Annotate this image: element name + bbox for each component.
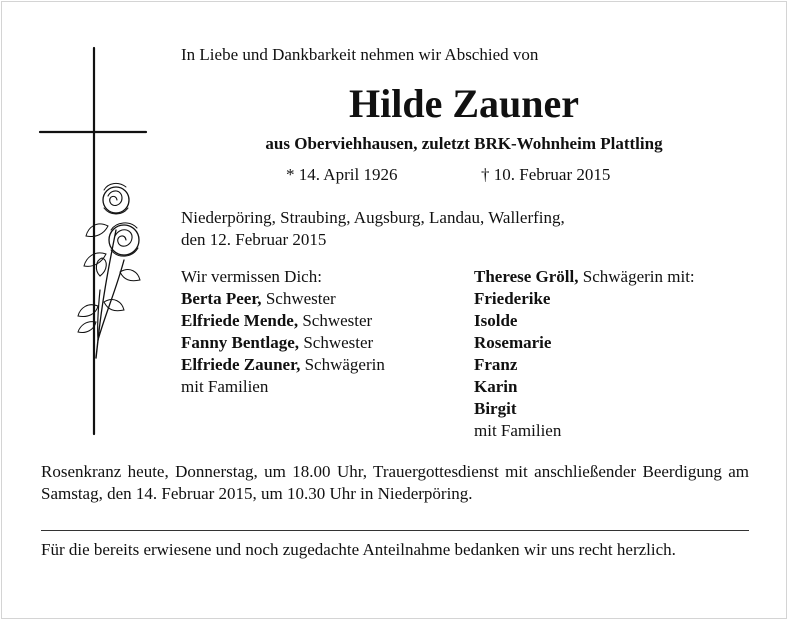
mourner-name: Elfriede Zauner,	[181, 355, 301, 374]
mourner-relation: Schwester	[261, 289, 336, 308]
cross-with-roses-icon	[38, 40, 150, 436]
child-name: Isolde	[474, 311, 518, 330]
mourner-name: Elfriede Mende,	[181, 311, 299, 330]
child-name: Franz	[474, 355, 518, 374]
mourner-name: Fanny Bentlage,	[181, 333, 300, 352]
residence-line: aus Oberviehhausen, zuletzt BRK-Wohnheim Plattling	[265, 134, 663, 153]
mourners-right-column	[474, 266, 695, 442]
intro-line: In Liebe und Dankbarkeit nehmen wir Abschied von	[181, 45, 539, 64]
date-line: den 12. Februar 2015	[181, 230, 327, 249]
mourner-entry	[181, 310, 385, 332]
mourner-entry	[474, 266, 695, 288]
mourner-relation: Schwester	[299, 333, 374, 352]
child-name: Birgit	[474, 399, 517, 418]
mourner-entry	[181, 354, 385, 376]
services-paragraph: Rosenkranz heute, Donnerstag, um 18.00 Uhr, Trauergottesdienst mit anschließender Beerdigung am Samstag, den 14. Februar 2015, um 10.30 Uhr in Niederpöring.	[41, 462, 749, 503]
thanks-paragraph: Für die bereits erwiesene und noch zugedachte Anteilnahme bedanken wir uns recht herzlich.	[41, 540, 676, 559]
mourner-name: Berta Peer,	[181, 289, 262, 308]
mourners-footer: mit Familien	[474, 421, 562, 440]
mourner-entry	[181, 288, 385, 310]
birth-date: * 14. April 1926	[286, 165, 398, 184]
child-name: Karin	[474, 377, 518, 396]
mourner-relation: Schwägerin mit:	[578, 267, 695, 286]
mourner-relation: Schwester	[298, 311, 373, 330]
mourners-heading: Wir vermissen Dich:	[181, 267, 322, 286]
mourners-footer: mit Familien	[181, 377, 269, 396]
divider	[41, 530, 749, 531]
places-line: Niederpöring, Straubing, Augsburg, Landau, Wallerfing,	[181, 208, 565, 227]
child-name: Rosemarie	[474, 333, 552, 352]
mourner-relation: Schwägerin	[300, 355, 385, 374]
deceased-name: Hilde Zauner	[348, 81, 580, 126]
mourner-name: Therese Gröll,	[474, 267, 579, 286]
child-name: Friederike	[474, 289, 551, 308]
mourner-entry	[181, 332, 385, 354]
mourners-left-column	[181, 266, 385, 398]
death-date: † 10. Februar 2015	[481, 165, 611, 184]
